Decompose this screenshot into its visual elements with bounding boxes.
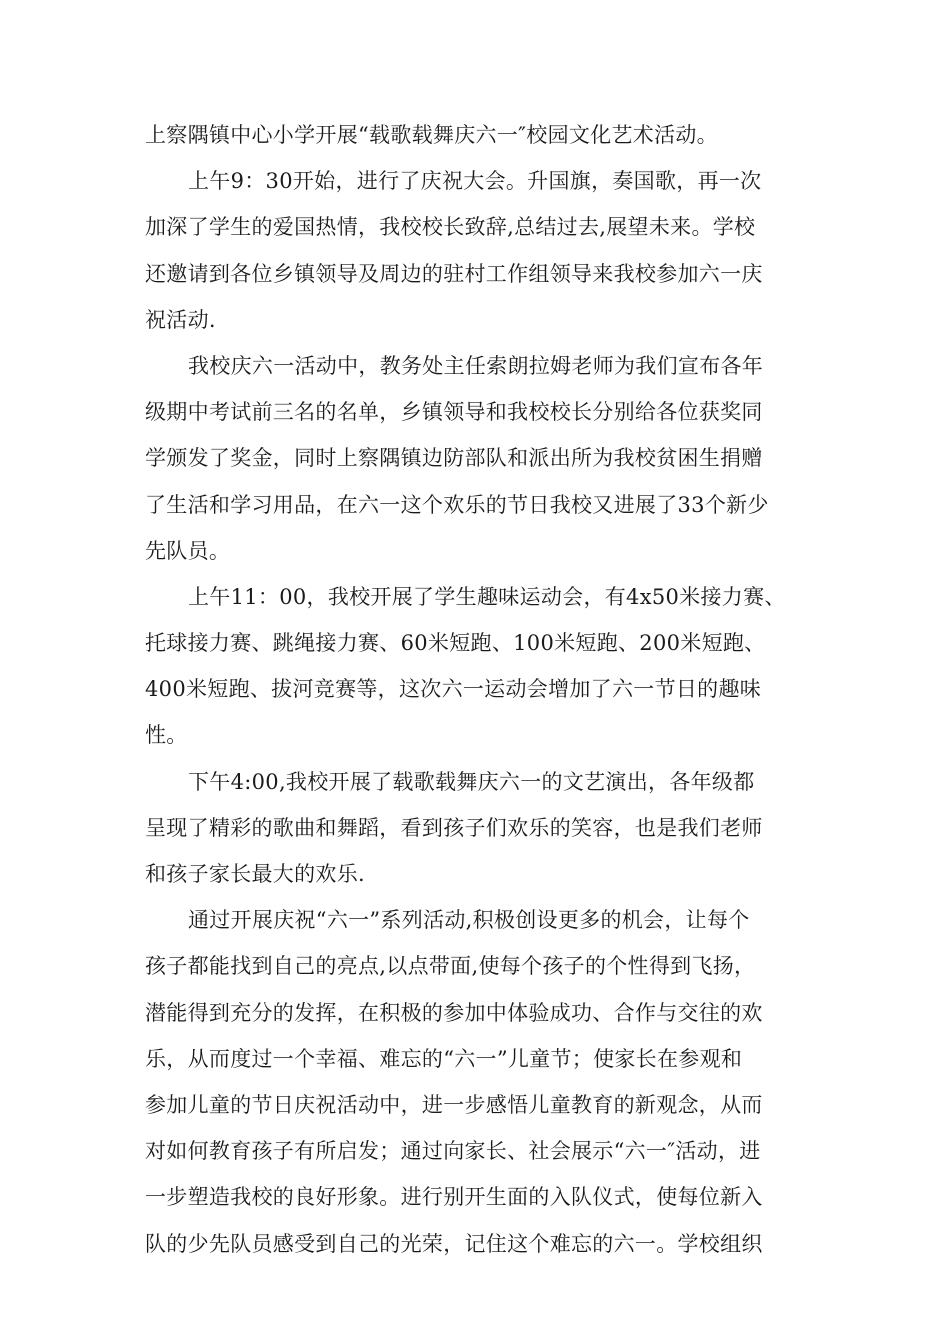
- paragraph-first-line: 上午11：00，我校开展了学生趣味运动会，有4x50米接力赛、: [188, 584, 786, 609]
- text-line: 呈现了精彩的歌曲和舞蹈，看到孩子们欢乐的笑容，也是我们老师: [145, 815, 763, 840]
- text-line: 托球接力赛、跳绳接力赛、60米短跑、100米短跑、200米短跑、: [145, 631, 766, 656]
- text-line: 级期中考试前三名的名单，乡镇领导和我校校长分别给各位获奖同: [145, 400, 763, 425]
- paragraph-first-line: 上午9：30开始，进行了庆祝大会。升国旗，奏国歌，再一次: [188, 169, 762, 194]
- text-line: 还邀请到各位乡镇领导及周边的驻村工作组领导来我校参加六一庆: [145, 261, 763, 286]
- text-line: 潜能得到充分的发挥，在积极的参加中体验成功、合作与交往的欢: [145, 1000, 763, 1025]
- text-line: 乐，从而度过一个幸福、难忘的“六一”儿童节；使家长在参观和: [145, 1046, 743, 1071]
- text-line: 孩子都能找到自己的亮点,以点带面,使每个孩子的个性得到飞扬，: [145, 954, 756, 979]
- text-line: 一步塑造我校的良好形象。进行别开生面的入队仪式，使每位新入: [145, 1185, 763, 1210]
- text-line: 和孩子家长最大的欢乐.: [145, 862, 365, 886]
- text-line: 了生活和学习用品，在六一这个欢乐的节日我校又进展了33个新少: [145, 492, 769, 517]
- text-line: 400米短跑、拔河竞赛等，这次六一运动会增加了六一节日的趣味: [145, 677, 762, 702]
- text-line: 祝活动.: [145, 307, 216, 332]
- text-line: 性。: [145, 723, 188, 748]
- text-line: 队的少先队员感受到自己的光荣，记住这个难忘的六一。学校组织: [145, 1231, 763, 1256]
- paragraph-first-line: 通过开展庆祝“六一”系列活动,积极创设更多的机会，让每个: [188, 908, 750, 933]
- paragraph-first-line: 下午4:00,我校开展了载歌载舞庆六一的文艺演出，各年级都: [188, 769, 755, 794]
- paragraph-first-line: 我校庆六一活动中，教务处主任索朗拉姆老师为我们宣布各年: [188, 353, 764, 378]
- text-line: 加深了学生的爱国热情，我校校长致辞,总结过去,展望未来。学校: [145, 215, 756, 240]
- text-line: 对如何教育孩子有所启发；通过向家长、社会展示“六一″活动，进: [145, 1139, 761, 1164]
- text-line: 学颁发了奖金，同时上察隅镇边防部队和派出所为我校贫困生捐赠: [145, 446, 763, 471]
- text-line: 参加儿童的节日庆祝活动中，进一步感悟儿童教育的新观念，从而: [145, 1092, 763, 1117]
- text-line: 上察隅镇中心小学开展“载歌载舞庆六一″校园文化艺术活动。: [145, 123, 718, 147]
- document-body: [145, 112, 825, 1267]
- text-line: 先队员。: [145, 538, 231, 563]
